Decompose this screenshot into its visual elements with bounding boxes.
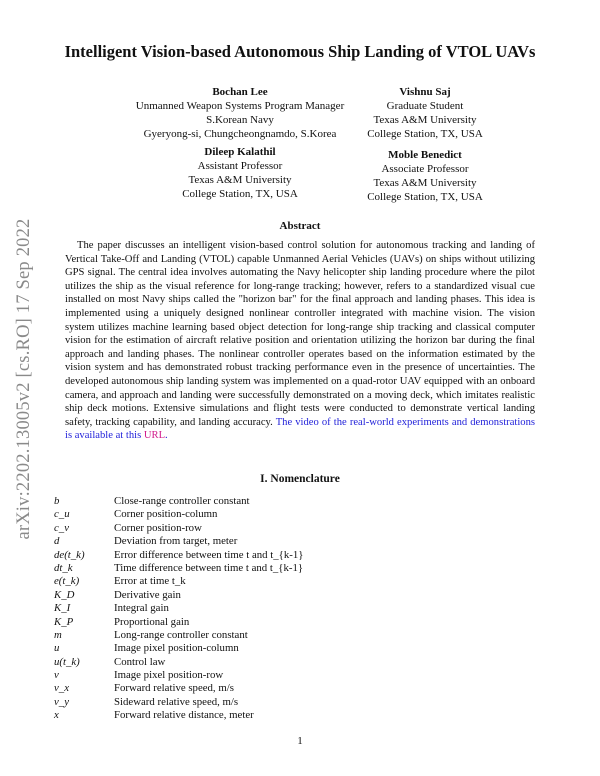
- nomenclature-description: Corner position-column: [114, 508, 218, 521]
- author-affiliation: College Station, TX, USA: [367, 128, 483, 140]
- nomenclature-symbol: de(t_k): [54, 548, 85, 561]
- author-block-3: [160, 145, 320, 201]
- author-affiliation: College Station, TX, USA: [182, 188, 298, 200]
- author-name: Vishnu Saj: [399, 86, 451, 98]
- nomenclature-description: Corner position-row: [114, 521, 202, 534]
- nomenclature-row: [54, 709, 554, 722]
- nomenclature-description: Integral gain: [114, 602, 169, 615]
- nomenclature-row: [54, 562, 554, 575]
- author-affiliation: Unmanned Weapon Systems Program Manager: [135, 100, 345, 112]
- nomenclature-symbol: x: [54, 709, 59, 722]
- abstract-body: The paper discusses an intelligent vision-based control solution for autonomous tracking and landing of Vertical Take-Off and Landing (VTOL) capable Unmanned Aerial Vehicles (UAVs) on ships without utilizing GPS signal. The central idea involves automating the Navy helicopter ship landing procedure where the pilot utilizes the ship as the visual reference for long-range tracking; however, refers to a standardized visual cue installed on most Navy ships called the "horizon bar" for the final approach and landing phases. This idea is implemented using a uniquely designed nonlinear controller integrated with machine vision. The vision system utilizes machine learning based object detection for long-range ship tracking and classical computer vision for the estimation of aircraft relative position and orientation utilizing the horizon bar during the final approach and landing phases. The nonlinear controller operates based on the information estimated by the vision system and has demonstrated robust tracking performance even in the presence of uncertainties. The developed autonomous ship landing system was implemented on a quad-rotor UAV equipped with an onboard camera, and approach and landing were successfully demonstrated on a moving deck, which imitates realistic ship deck motions. Extensive simulations and flight tests were conducted to demonstrate vertical landing safety, tracking capability, and landing accuracy.: [65, 240, 535, 428]
- author-affiliation: Assistant Professor: [197, 160, 283, 172]
- abstract-period: .: [165, 430, 168, 442]
- nomenclature-heading: I. Nomenclature: [260, 473, 340, 485]
- author-affiliation: S.Korean Navy: [206, 114, 274, 126]
- paper-title: Intelligent Vision-based Autonomous Ship Landing of VTOL UAVs: [64, 42, 536, 61]
- nomenclature-symbol: v_x: [54, 682, 69, 695]
- page-number: 1: [297, 735, 303, 747]
- nomenclature-symbol: c_v: [54, 521, 69, 534]
- author-affiliation: Texas A&M University: [188, 174, 292, 186]
- nomenclature-description: Derivative gain: [114, 588, 181, 601]
- nomenclature-row: [54, 656, 554, 669]
- nomenclature-description: Deviation from target, meter: [114, 535, 238, 548]
- author-name: Dileep Kalathil: [204, 146, 276, 158]
- nomenclature-symbol: u(t_k): [54, 655, 80, 668]
- video-link-text[interactable]: The video of the real-world experiments and demonstrations is available at this: [65, 416, 535, 442]
- nomenclature-description: Error at time t_k: [114, 575, 186, 588]
- nomenclature-row: [54, 682, 554, 695]
- nomenclature-row: [54, 549, 554, 562]
- nomenclature-description: Proportional gain: [114, 615, 190, 628]
- nomenclature-row: [54, 508, 554, 521]
- nomenclature-symbol: m: [54, 628, 62, 641]
- nomenclature-description: Image pixel position-column: [114, 642, 239, 655]
- nomenclature-row: [54, 535, 554, 548]
- author-affiliation: Associate Professor: [381, 163, 469, 175]
- nomenclature-row: [54, 629, 554, 642]
- nomenclature-row: [54, 589, 554, 602]
- nomenclature-description: Image pixel position-row: [114, 669, 224, 682]
- author-block-4: [355, 148, 495, 204]
- author-name: Bochan Lee: [212, 86, 268, 98]
- nomenclature-symbol: v: [54, 669, 59, 682]
- nomenclature-list: [54, 495, 554, 723]
- author-affiliation: Texas A&M University: [373, 114, 477, 126]
- nomenclature-description: Forward relative speed, m/s: [114, 682, 234, 695]
- nomenclature-row: [54, 495, 554, 508]
- nomenclature-symbol: b: [54, 495, 60, 507]
- nomenclature-symbol: e(t_k): [54, 575, 80, 588]
- nomenclature-description: Error difference between time t and t_{k-1}: [114, 548, 304, 561]
- author-block-2: [355, 85, 495, 141]
- nomenclature-symbol: K_P: [54, 615, 74, 628]
- nomenclature-row: [54, 696, 554, 709]
- author-block-1: [120, 85, 360, 141]
- nomenclature-symbol: v_y: [54, 695, 69, 708]
- nomenclature-symbol: dt_k: [54, 561, 73, 574]
- nomenclature-description: Sideward relative speed, m/s: [114, 695, 239, 708]
- nomenclature-description: Time difference between time t and t_{k-1}: [114, 561, 304, 574]
- author-name: Moble Benedict: [388, 149, 462, 161]
- nomenclature-row: [54, 575, 554, 588]
- nomenclature-row: [54, 642, 554, 655]
- nomenclature-row: [54, 669, 554, 682]
- author-affiliation: Gyeryong-si, Chungcheongnamdo, S.Korea: [143, 128, 337, 140]
- abstract-heading: Abstract: [279, 220, 321, 232]
- nomenclature-symbol: c_u: [54, 508, 70, 521]
- author-affiliation: Texas A&M University: [373, 177, 477, 189]
- nomenclature-symbol: K_D: [54, 588, 75, 601]
- nomenclature-symbol: u: [54, 642, 60, 655]
- url-link[interactable]: URL: [143, 430, 166, 442]
- nomenclature-description: Close-range controller constant: [114, 495, 250, 507]
- nomenclature-description: Long-range controller constant: [114, 628, 248, 641]
- abstract-text: [65, 239, 535, 443]
- arxiv-watermark: arXiv:2202.13005v2 [cs.RO] 17 Sep 2022: [14, 218, 34, 540]
- nomenclature-description: Control law: [114, 655, 166, 668]
- author-affiliation: College Station, TX, USA: [367, 191, 483, 203]
- nomenclature-row: [54, 522, 554, 535]
- nomenclature-symbol: d: [54, 535, 60, 548]
- nomenclature-row: [54, 602, 554, 615]
- nomenclature-row: [54, 616, 554, 629]
- nomenclature-symbol: K_I: [54, 602, 71, 615]
- author-affiliation: Graduate Student: [386, 100, 464, 112]
- nomenclature-description: Forward relative distance, meter: [114, 709, 254, 722]
